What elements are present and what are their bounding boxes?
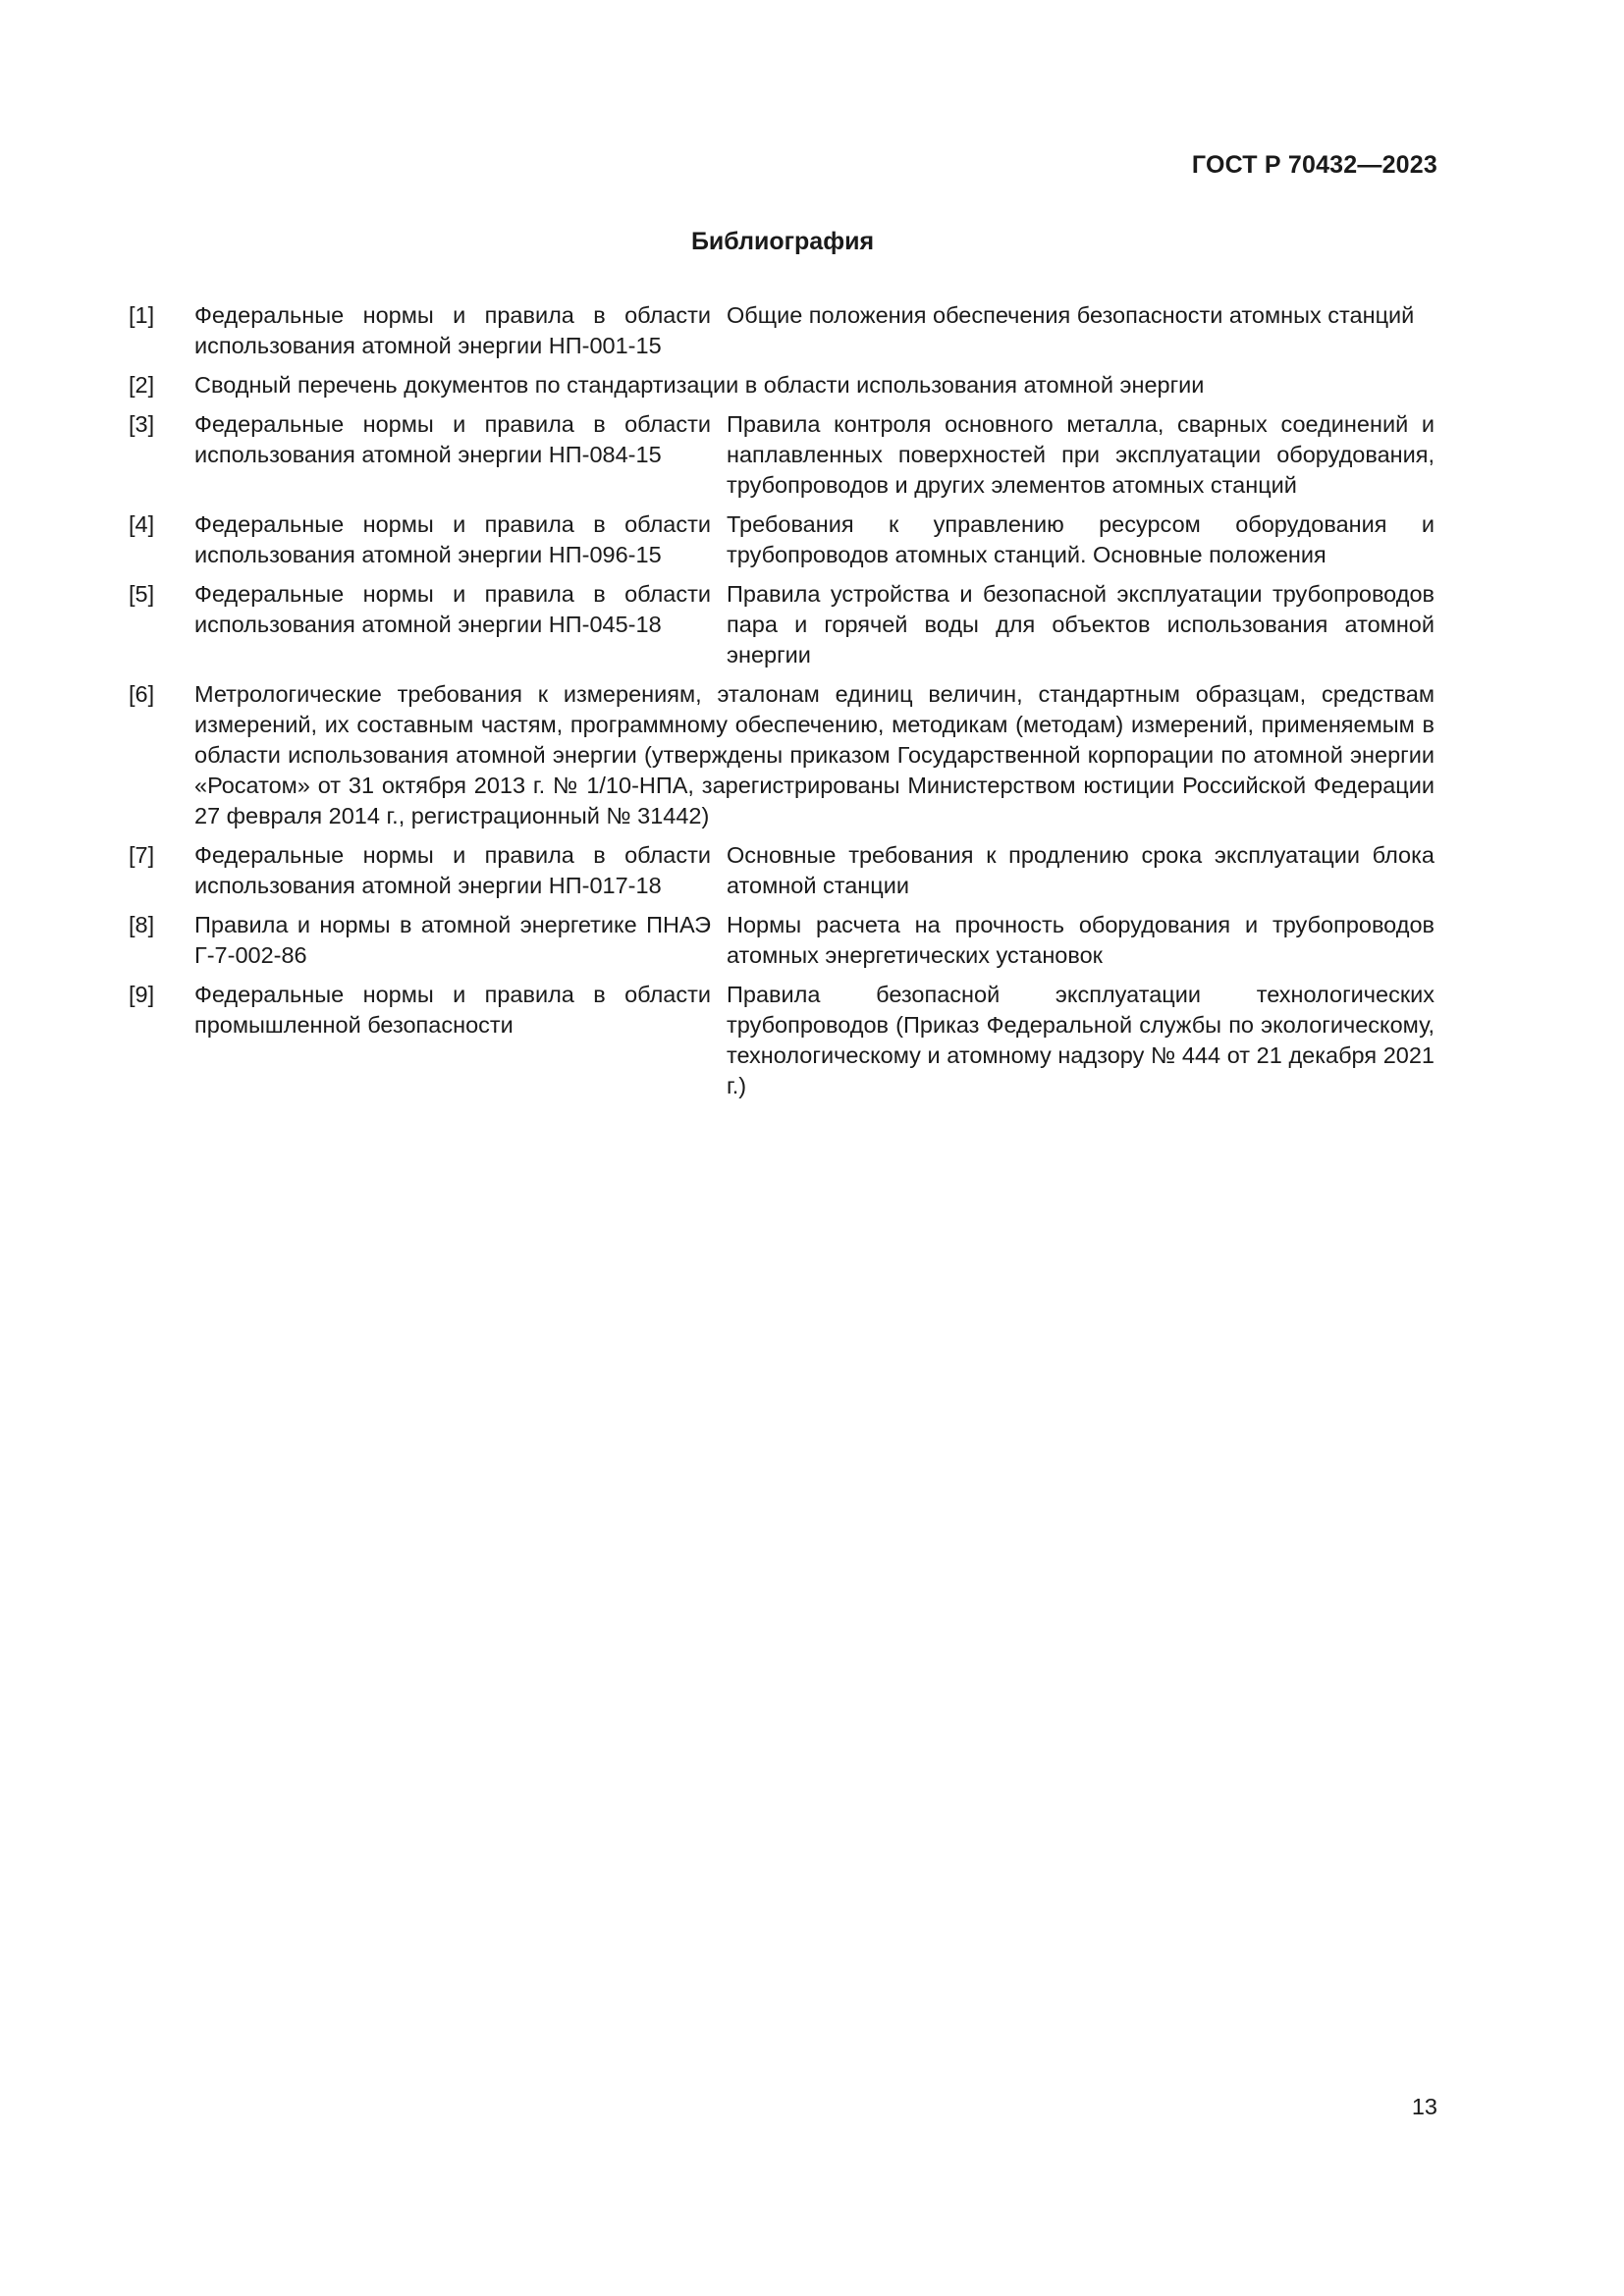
page-number: 13 [1411,2094,1437,2119]
entry-document-type: Федеральные нормы и правила в области использования атомной энергии НП-084-15 [194,411,711,467]
entry-document-title: Правила контроля основного металла, сварных соединений и наплавленных поверхностей при эксплуатации оборудования, трубопроводов и других элементов атомных станций [727,411,1435,498]
bibliography-entry-9 [129,980,1435,1101]
document-code: ГОСТ Р 70432—2023 [1191,151,1437,179]
bibliography-entry-7 [129,840,1435,901]
entry-document-title: Правила устройства и безопасной эксплуатации трубопроводов пара и горячей воды для объектов использования атомной энергии [727,581,1435,667]
bibliography-entry-2 [129,370,1435,400]
bibliography-entry-6 [129,679,1435,831]
entry-document-title: Нормы расчета на прочность оборудования и трубопроводов атомных энергетических установок [727,912,1435,968]
entry-number: [6] [129,681,155,707]
entry-number: [5] [129,581,155,607]
entry-document-type: Правила и нормы в атомной энергетике ПНАЭ Г-7-002-86 [194,912,711,968]
entry-number: [3] [129,411,155,437]
entry-document-type: Федеральные нормы и правила в области использования атомной энергии НП-096-15 [194,511,711,567]
entry-document-type: Федеральные нормы и правила в области промышленной безопасности [194,982,711,1038]
entry-number: [9] [129,982,155,1007]
bibliography-entry-3 [129,409,1435,501]
entry-full-text: Метрологические требования к измерениям, эталонам единиц величин, стандартным образцам, средствам измерений, их составным частям, программному обеспечению, методикам (методам) измерений, применяемым в области использования атомной энергии (утверждены приказом Государственной корпорации по атомной энергии «Росатом» от 31 октября 2013 г. № 1/10-НПА, зарегистрированы Министерством юстиции Российской Федерации 27 февраля 2014 г., регистрационный № 31442) [194,681,1435,828]
bibliography-entry-1 [129,300,1435,361]
entry-number: [4] [129,511,155,537]
entry-document-title: Правила безопасной эксплуатации технологических трубопроводов (Приказ Федеральной службы по экологическому, технологическому и атомному надзору № 444 от 21 декабря 2021 г.) [727,982,1435,1098]
page-title: Библиография [690,228,875,255]
bibliography-list [129,300,1435,1110]
entry-number: [2] [129,372,155,398]
entry-document-type: Федеральные нормы и правила в области использования атомной энергии НП-017-18 [194,842,711,898]
bibliography-entry-4 [129,509,1435,570]
entry-document-title: Основные требования к продлению срока эксплуатации блока атомной станции [727,842,1435,898]
bibliography-entry-5 [129,579,1435,670]
bibliography-entry-8 [129,910,1435,971]
entry-number: [1] [129,302,155,328]
entry-document-title: Общие положения обеспечения безопасности атомных станций [727,302,1415,328]
entry-document-title: Требования к управлению ресурсом оборудования и трубопроводов атомных станций. Основные положения [727,511,1435,567]
entry-full-text: Сводный перечень документов по стандартизации в области использования атомной энергии [194,372,1205,398]
entry-document-type: Федеральные нормы и правила в области использования атомной энергии НП-001-15 [194,302,711,358]
entry-number: [7] [129,842,155,868]
entry-number: [8] [129,912,155,937]
entry-document-type: Федеральные нормы и правила в области использования атомной энергии НП-045-18 [194,581,711,637]
